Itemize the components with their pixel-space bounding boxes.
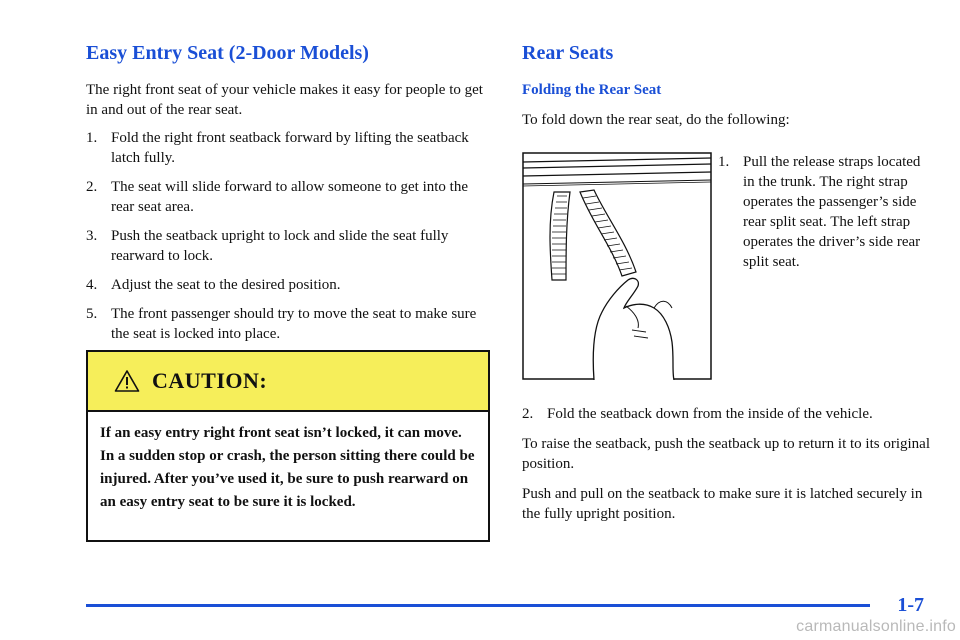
right-column bbox=[522, 40, 932, 130]
left-column bbox=[86, 40, 494, 353]
easy-entry-steps bbox=[86, 128, 494, 344]
easy-entry-step: 2. The seat will slide forward to allow someone to get into the rear seat area. bbox=[86, 179, 468, 215]
rear-seat-step-2 bbox=[522, 404, 932, 424]
section-heading-rear-seats: Rear Seats bbox=[522, 42, 614, 64]
footer-rule bbox=[86, 604, 870, 607]
easy-entry-step: 4. Adjust the seat to the desired position. bbox=[86, 277, 341, 293]
rear-seat-step-1 bbox=[718, 152, 932, 281]
subheading-folding-rear-seat: Folding the Rear Seat bbox=[522, 82, 662, 98]
rear-seat-step: 1. Pull the release straps located in the trunk. The right strap operates the passenger’s side rear split seat. The left strap operates the driver’s side rear split seat. bbox=[718, 154, 921, 270]
watermark: carmanualsonline.info bbox=[796, 618, 956, 635]
rear-seat-intro: To fold down the rear seat, do the following: bbox=[522, 112, 790, 128]
raise-seatback-paragraph: To raise the seatback, push the seatback up to return it to its original position. bbox=[522, 436, 931, 472]
rear-seat-lower-text bbox=[522, 404, 932, 534]
caution-title: CAUTION: bbox=[152, 368, 268, 393]
section-heading-easy-entry: Easy Entry Seat (2-Door Models) bbox=[86, 42, 369, 64]
caution-text: If an easy entry right front seat isn’t locked, it can move. In a sudden stop or crash, the person sitting there could be injured. After you’ve used it, be sure to push rearward on an easy entry seat to be sure it is locked. bbox=[100, 425, 475, 510]
easy-entry-step: 5. The front passenger should try to move the seat to make sure the seat is locked into place. bbox=[86, 306, 477, 342]
warning-triangle-icon bbox=[114, 369, 140, 393]
release-strap-illustration bbox=[522, 152, 712, 380]
caution-header bbox=[88, 352, 488, 412]
rear-seat-step: 2. Fold the seatback down from the inside of the vehicle. bbox=[522, 406, 873, 422]
latch-check-paragraph: Push and pull on the seatback to make sure it is latched securely in the fully upright position. bbox=[522, 486, 923, 522]
easy-entry-intro: The right front seat of your vehicle makes it easy for people to get in and out of the rear seat. bbox=[86, 82, 483, 118]
easy-entry-step: 3. Push the seatback upright to lock and slide the seat fully rearward to lock. bbox=[86, 228, 449, 264]
page-number: 1-7 bbox=[897, 594, 924, 616]
easy-entry-step: 1. Fold the right front seatback forward by lifting the seatback latch fully. bbox=[86, 130, 469, 166]
caution-box bbox=[86, 350, 490, 542]
